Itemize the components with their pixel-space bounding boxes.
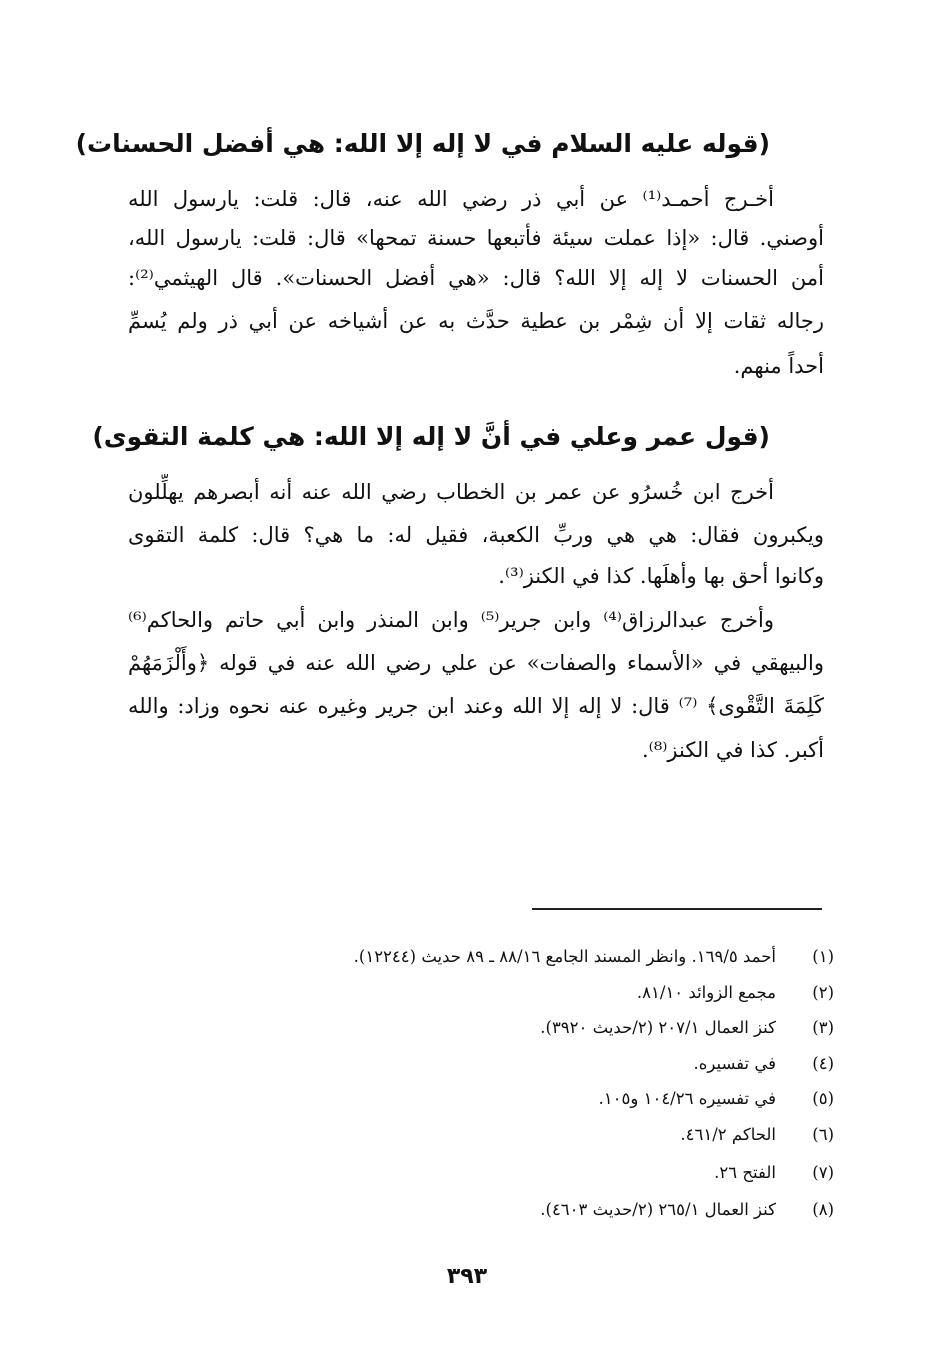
footnote-text: الحاكم ٤٦١/٢. <box>680 1125 776 1144</box>
footnote-number: (٦) <box>812 1125 834 1144</box>
footnote-7 <box>154 1158 834 1188</box>
footnote-number: (٧) <box>812 1163 834 1182</box>
footnote-number: (٤) <box>812 1054 834 1073</box>
footnote-number: (٢) <box>812 983 834 1002</box>
footnote-text: في تفسيره ١٠٤/٢٦ و١٠٥. <box>598 1089 776 1108</box>
footnote-4 <box>154 1049 834 1079</box>
footnote-text: في تفسيره. <box>693 1054 776 1073</box>
section-2-line-7: أكبر. كذا في الكنز⁽⁸⁾. <box>641 738 824 762</box>
footnote-5 <box>154 1084 834 1114</box>
section-2-line-3: وكانوا أحق بها وأهلَها. كذا في الكنز⁽³⁾. <box>498 564 824 588</box>
section-1-line-5: أحداً منهم. <box>733 354 824 378</box>
section-1-line-1: أخـرج أحمـد⁽¹⁾ عن أبي ذر رضي الله عنه، قال: قلت: يارسول الله <box>128 187 774 211</box>
section-2-line-6: كَلِمَةَ التَّقْوى﴾ ⁽⁷⁾ قال: لا إله إلا الله وعند ابن جرير وغيره عنه نحوه وزاد: والله <box>128 694 824 718</box>
section-2-heading: (قول عمر وعلي في أنَّ لا إله إلا الله: هي كلمة التقوى) <box>92 422 770 451</box>
footnote-3 <box>154 1013 834 1043</box>
footnote-text: مجمع الزوائد ٨١/١٠. <box>636 983 776 1002</box>
section-2-line-5: والبيهقي في «الأسماء والصفات» عن علي رضي الله عنه في قوله ﴿وأَلْزَمَهُمْ <box>128 651 824 675</box>
section-2-line-2: ويكبرون فقال: هي هي وربِّ الكعبة، فقيل له: ما هي؟ قال: كلمة التقوى <box>128 523 824 547</box>
footnote-number: (٣) <box>812 1018 834 1037</box>
page-number: ٣٩٣ <box>446 1264 488 1289</box>
footnote-8 <box>154 1195 834 1225</box>
section-1-line-3: أمن الحسنات لا إله إلا الله؟ قال: «هي أفضل الحسنات». قال الهيثمي⁽²⁾: <box>128 266 824 290</box>
footnote-text: كنز العمال ٢٦٥/١ (٢/حديث ٤٦٠٣). <box>540 1200 776 1219</box>
section-2-line-1: أخرج ابن خُسرُو عن عمر بن الخطاب رضي الله عنه أنه أبصرهم يهلِّلون <box>128 480 774 504</box>
section-1-line-4: رجاله ثقات إلا أن شِمْر بن عطية حدَّث به عن أشياخه عن أبي ذر ولم يُسمِّ <box>128 309 824 333</box>
footnote-number: (٥) <box>812 1089 834 1108</box>
footnote-number: (١) <box>812 947 834 966</box>
footnote-separator <box>532 908 822 910</box>
section-2-line-4: وأخرج عبدالرزاق⁽⁴⁾ وابن جرير⁽⁵⁾ وابن المنذر وابن أبي حاتم والحاكم⁽⁶⁾ <box>128 608 774 632</box>
footnote-6 <box>154 1120 834 1150</box>
footnote-text: الفتح ٢٦. <box>714 1163 776 1182</box>
footnote-text: كنز العمال ٢٠٧/١ (٢/حديث ٣٩٢٠). <box>540 1018 776 1037</box>
footnote-number: (٨) <box>812 1200 834 1219</box>
section-1-heading: (قوله عليه السلام في لا إله إلا الله: هي أفضل الحسنات) <box>75 129 770 158</box>
footnote-text: أحمد ١٦٩/٥. وانظر المسند الجامع ٨٨/١٦ ـ ٨٩ حديث (١٢٢٤٤). <box>353 947 776 966</box>
footnote-2 <box>154 978 834 1008</box>
section-1-line-2: أوصني. قال: «إذا عملت سيئة فأتبعها حسنة تمحها» قال: قلت: يارسول الله، <box>128 226 824 250</box>
footnote-1 <box>154 942 834 972</box>
